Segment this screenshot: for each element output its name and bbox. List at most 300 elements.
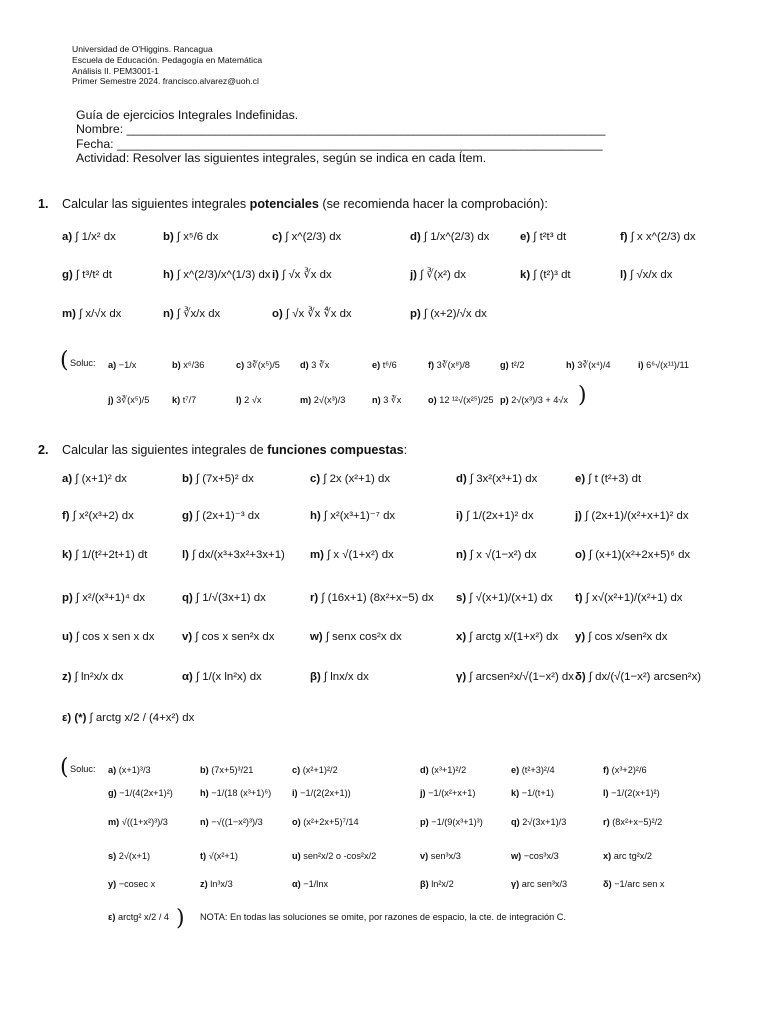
section-2-exercise-item (456, 672, 574, 683)
section-1-exercise-item (410, 309, 487, 320)
section-1-exercise-label: c) (272, 231, 283, 243)
section-2-solution-item (200, 789, 271, 798)
section-1-exercise-label: l) (620, 269, 627, 281)
section-2-solution-item (292, 766, 338, 775)
section-2-solution-item (511, 818, 566, 827)
section-1-solution-label: k) (172, 395, 181, 405)
section-1-solution-expression: −1/x (116, 360, 137, 370)
section-1-exercise-item (620, 270, 672, 281)
section-2-solution-label: c) (292, 765, 301, 775)
section-1-solution-item (172, 361, 204, 370)
section-2-solution-item (511, 766, 555, 775)
section-2-exercise-label: b) (182, 473, 193, 485)
section-2-exercise-label: α) (182, 671, 193, 683)
section-2-text-after: : (403, 443, 408, 457)
section-2-text-before: Calcular las siguientes integrales de (62, 443, 268, 457)
section-1-exercise-expression: ∫ ∛(x²) dx (416, 269, 466, 281)
section-2-solution-expression: 2√(x+1) (116, 851, 151, 861)
section-2-solution-item (420, 818, 483, 827)
solutions-open-paren-1: ( (60, 348, 69, 373)
section-2-exercise-item (575, 550, 690, 561)
section-2-solution-label: e) (511, 765, 520, 775)
section-1-exercise-expression: ∫ x^(2/3) dx (282, 231, 342, 243)
section-2-solution-expression: −1/(4(2x+1)²) (116, 788, 173, 798)
section-1-exercise-expression: ∫ (x+2)/√x dx (420, 308, 487, 320)
section-2-solution-expression: −√((1−x²)³)/3 (208, 817, 263, 827)
section-1-solution-item (500, 361, 525, 370)
section-2-solution-label: α) (292, 879, 301, 889)
solutions-close-paren-1: ) (578, 383, 587, 408)
section-1-exercise-label: k) (520, 269, 531, 281)
section-2-exercise-label: r) (310, 592, 319, 604)
section-2-exercise-item (310, 632, 402, 643)
section-1-solution-label: i) (638, 360, 644, 370)
section-2-exercise-expression: ∫ cos x/sen²x dx (585, 631, 668, 643)
section-2-exercise-label: l) (182, 549, 189, 561)
section-1-number: 1. (38, 197, 49, 211)
section-2-solution-label: w) (511, 851, 522, 861)
section-2-exercise-label: o) (575, 549, 586, 561)
section-2-exercise-item (182, 511, 260, 522)
section-2-solution-item (292, 818, 359, 827)
section-2-exercise-item (575, 474, 641, 485)
section-2-solution-item (511, 880, 567, 889)
section-2-solution-item (603, 852, 652, 861)
section-2-solution-expression: 2√(3x+1)/3 (519, 817, 567, 827)
section-1-exercise-expression: ∫ ∛x/x dx (173, 308, 221, 320)
section-2-solution-expression: (x+1)³/3 (116, 765, 151, 775)
section-1-solution-label: m) (300, 395, 312, 405)
section-2-exercise-item (62, 593, 145, 604)
section-2-exercise-label: a) (62, 473, 73, 485)
section-2-exercise-expression: ∫ (7x+5)² dx (192, 473, 254, 485)
section-2-solution-label: n) (200, 817, 209, 827)
section-1-solution-label: f) (428, 360, 435, 370)
section-2-solution-label: z) (200, 879, 208, 889)
section-2-solution-expression: −1/arc sen x (611, 879, 665, 889)
section-2-exercise-item (62, 474, 127, 485)
section-2-solution-label: a) (108, 765, 117, 775)
section-2-solution-label: k) (511, 788, 520, 798)
section-1-solution-item (236, 396, 261, 405)
section-2-exercise-expression: ∫ (x+1)² dx (72, 473, 127, 485)
header-line-course: Análisis II. PEM3001-1 (72, 65, 159, 76)
section-2-exercise-item (575, 511, 689, 522)
section-1-exercise-expression: ∫ 1/x² dx (72, 231, 116, 243)
section-2-exercise-label: q) (182, 592, 193, 604)
section-2-solution-expression: (8x²+x−5)²/2 (609, 817, 663, 827)
section-1-solution-item (500, 396, 568, 405)
section-2-solution-label: t) (200, 851, 207, 861)
section-2-solution-label: l) (603, 788, 609, 798)
section-1-exercise-label: i) (272, 269, 279, 281)
section-1-solution-item (566, 361, 611, 370)
section-1-bold: potenciales (249, 197, 319, 211)
section-1-exercise-expression: ∫ 1/x^(2/3) dx (420, 231, 490, 243)
section-1-solution-label: a) (108, 360, 117, 370)
section-2-exercise-label: w) (310, 631, 323, 643)
section-2-heading (38, 444, 407, 457)
section-2-solution-expression: −1/(x²+x+1) (425, 788, 476, 798)
section-1-exercise-item (410, 232, 489, 243)
section-2-solution-item (603, 789, 660, 798)
section-2-exercise-expression: ∫ arctg x/2 / (4+x²) dx (86, 712, 195, 724)
section-2-exercise-expression: ∫ √(x+1)/(x+1) dx (466, 592, 553, 604)
section-1-solution-expression: 3 ∛x (308, 360, 330, 370)
section-1-solution-expression: 12 ¹²√(x²⁵)/25 (436, 395, 494, 405)
section-2-solution-item (108, 789, 173, 798)
section-2-exercise-expression: ∫ x²(x³+1)⁻⁷ dx (320, 510, 396, 522)
solutions-close-paren-2: ) (176, 906, 185, 931)
section-2-exercise-expression: ∫ dx/(x³+3x²+3x+1) (188, 549, 285, 561)
section-2-solution-item (108, 913, 169, 922)
section-2-solution-expression: ln³x/3 (207, 879, 233, 889)
section-2-exercise-item (310, 550, 394, 561)
section-1-exercise-expression: ∫ t²t³ dt (530, 231, 567, 243)
section-2-exercise-expression: ∫ (2x+1)⁻³ dx (192, 510, 260, 522)
section-1-solution-expression: 3∛(x⁴)/4 (574, 360, 611, 370)
section-1-solution-label: c) (236, 360, 245, 370)
section-2-exercise-item (310, 474, 390, 485)
section-1-solution-label: l) (236, 395, 242, 405)
section-1-exercise-expression: ∫ √x ∛x ∜x dx (282, 308, 352, 320)
section-2-solution-expression: −1/(t+1) (519, 788, 554, 798)
section-2-solution-label: h) (200, 788, 209, 798)
section-2-exercise-item (456, 593, 553, 604)
section-2-exercise-item (456, 511, 534, 522)
section-2-number: 2. (38, 443, 49, 457)
section-1-exercise-label: o) (272, 308, 283, 320)
section-2-solution-expression: (x³+1)²/2 (428, 765, 467, 775)
section-2-exercise-expression: ∫ x²(x³+2) dx (69, 510, 134, 522)
section-2-solution-expression: arctg² x/2 / 4 (115, 912, 170, 922)
section-2-solution-label: q) (511, 817, 520, 827)
section-2-solution-item (292, 880, 328, 889)
section-2-exercise-expression: ∫ (16x+1) (8x²+x−5) dx (318, 592, 434, 604)
section-2-solution-label: β) (420, 879, 429, 889)
section-2-exercise-label: g) (182, 510, 193, 522)
section-2-solution-expression: ln²x/2 (428, 879, 454, 889)
section-2-exercise-item (182, 593, 266, 604)
section-1-exercise-expression: ∫ x⁵/6 dx (173, 231, 219, 243)
section-1-solution-item (300, 361, 329, 370)
section-2-solution-label: x) (603, 851, 612, 861)
section-2-solution-item (292, 852, 376, 861)
section-2-exercise-item (182, 474, 254, 485)
section-2-solution-label: v) (420, 851, 429, 861)
section-1-solution-expression: 2√(x³)/3 (311, 395, 346, 405)
section-2-exercise-expression: ∫ cos x sen²x dx (192, 631, 275, 643)
section-2-exercise-expression: ∫ x √(1−x²) dx (466, 549, 537, 561)
section-2-solution-expression: −1/(9(x³+1)³) (428, 817, 483, 827)
section-1-solution-label: b) (172, 360, 181, 370)
section-1-solution-expression: 3∛(x⁸)/8 (434, 360, 470, 370)
section-2-exercise-expression: ∫ lnx/x dx (320, 671, 369, 683)
section-2-solution-item (420, 766, 466, 775)
section-1-solution-expression: 3∛(x⁵)/5 (113, 395, 150, 405)
section-2-solution-label: y) (108, 879, 117, 889)
section-2-exercise-label: d) (456, 473, 467, 485)
section-1-exercise-item (62, 309, 121, 320)
section-2-exercise-label: h) (310, 510, 321, 522)
section-2-solution-expression: (t²+3)²/4 (519, 765, 555, 775)
section-2-exercise-label: f) (62, 510, 70, 522)
section-2-solution-expression: √((1+x²)³)/3 (119, 817, 168, 827)
section-1-solution-label: e) (372, 360, 381, 370)
section-1-exercise-label: m) (62, 308, 76, 320)
section-2-solution-expression: −cosec x (116, 879, 156, 889)
section-2-solution-expression: arc sen³x/3 (519, 879, 568, 889)
integration-constant-note: NOTA: En todas las soluciones se omite, por razones de espacio, la cte. de integración C. (200, 912, 566, 922)
section-2-exercise-expression: ∫ (x+1)(x²+2x+5)⁶ dx (585, 549, 691, 561)
section-2-solution-expression: arc tg²x/2 (611, 851, 653, 861)
section-2-exercise-expression: ∫ x √(1+x²) dx (323, 549, 394, 561)
section-1-text-after: (se recomienda hacer la comprobación): (318, 197, 548, 211)
section-2-exercise-label: v) (182, 631, 193, 643)
section-2-solution-item (603, 818, 662, 827)
section-2-exercise-expression: ∫ 1/(t²+2t+1) dt (72, 549, 148, 561)
section-1-exercise-expression: ∫ √x ∛x dx (278, 269, 332, 281)
section-2-exercise-label: n) (456, 549, 467, 561)
section-2-solution-expression: −1/(2(x+1)²) (608, 788, 660, 798)
name-field-line: Nombre: ______________________________________________________________________ (76, 122, 606, 136)
section-1-exercise-item (163, 270, 271, 281)
section-2-exercise-expression: ∫ 2x (x²+1) dx (320, 473, 391, 485)
section-2-exercise-expression: ∫ dx/(√(1−x²) arcsen²x) (585, 671, 702, 683)
section-1-solution-label: h) (566, 360, 575, 370)
section-1-solution-item (236, 361, 280, 370)
section-2-solution-expression: √(x²+1) (206, 851, 238, 861)
section-2-exercise-expression: ∫ 3x²(x³+1) dx (466, 473, 538, 485)
section-1-exercise-item (272, 309, 352, 320)
section-1-solution-expression: t²/2 (508, 360, 525, 370)
section-2-exercise-expression: ∫ 1/√(3x+1) dx (192, 592, 266, 604)
section-2-solution-label: j) (420, 788, 426, 798)
section-2-solution-item (420, 852, 461, 861)
section-1-exercise-expression: ∫ x^(2/3)/x^(1/3) dx (173, 269, 271, 281)
guide-title: Guía de ejercicios Integrales Indefinidas. (76, 108, 299, 122)
section-1-solution-label: g) (500, 360, 509, 370)
solutions-prefix-2: Soluc: (70, 764, 96, 774)
section-2-exercise-item (62, 550, 147, 561)
section-2-solution-item (108, 880, 155, 889)
section-2-exercise-expression: ∫ senx cos²x dx (322, 631, 402, 643)
section-2-solution-expression: −1/(18 (x³+1)⁶) (208, 788, 272, 798)
section-1-exercise-label: d) (410, 231, 421, 243)
section-2-exercise-expression: ∫ 1/(x ln²x) dx (192, 671, 262, 683)
section-2-solution-label: δ) (603, 879, 612, 889)
section-1-solution-label: n) (372, 395, 381, 405)
section-2-solution-expression: −cos³x/3 (521, 851, 559, 861)
section-1-exercise-label: n) (163, 308, 174, 320)
solutions-open-paren-2: ( (60, 755, 69, 780)
section-1-exercise-item (520, 232, 566, 243)
section-1-exercise-label: a) (62, 231, 73, 243)
section-2-solution-label: b) (200, 765, 209, 775)
section-2-exercise-item (575, 593, 682, 604)
section-2-exercise-label: k) (62, 549, 73, 561)
section-1-solution-label: o) (428, 395, 437, 405)
section-1-solution-item (172, 396, 196, 405)
section-1-exercise-label: e) (520, 231, 531, 243)
section-1-exercise-item (620, 232, 696, 243)
section-2-exercise-label: x) (456, 631, 467, 643)
section-1-exercise-label: j) (410, 269, 417, 281)
section-2-solution-item (603, 766, 647, 775)
section-1-exercise-expression: ∫ (t²)³ dt (530, 269, 571, 281)
activity-instructions: Actividad: Resolver las siguientes integrales, según se indica en cada Ítem. (76, 151, 487, 165)
section-2-solution-label: g) (108, 788, 117, 798)
section-1-solution-item (428, 396, 494, 405)
section-1-solution-label: d) (300, 360, 309, 370)
solutions-prefix-1: Soluc: (70, 358, 96, 368)
section-2-solution-label: r) (603, 817, 610, 827)
section-2-solution-label: o) (292, 817, 301, 827)
section-2-exercise-item (575, 632, 667, 643)
section-2-exercise-label: m) (310, 549, 324, 561)
section-2-exercise-expression: ∫ x√(x²+1)/(x²+1) dx (582, 592, 683, 604)
header-line-university: Universidad de O'Higgins. Rancagua (72, 44, 213, 54)
section-2-exercise-item (310, 672, 369, 683)
section-2-solution-item (292, 789, 351, 798)
section-2-solution-expression: sen³x/3 (428, 851, 461, 861)
section-2-exercise-label: i) (456, 510, 463, 522)
section-1-exercise-label: h) (163, 269, 174, 281)
section-1-solution-item (108, 361, 136, 370)
section-2-exercise-item (182, 632, 274, 643)
section-2-solution-item (108, 852, 150, 861)
section-2-exercise-label: δ) (575, 671, 586, 683)
section-2-exercise-label: s) (456, 592, 467, 604)
section-2-solution-expression: −1/(2(2x+1)) (297, 788, 351, 798)
section-1-solution-expression: x⁶/36 (180, 360, 205, 370)
section-1-solution-item (428, 361, 470, 370)
section-1-exercise-item (272, 232, 341, 243)
section-2-solution-item (108, 766, 151, 775)
section-2-exercise-item (456, 474, 537, 485)
section-2-solution-label: d) (420, 765, 429, 775)
section-2-exercise-item (575, 672, 701, 683)
section-2-solution-item (511, 852, 559, 861)
section-2-exercise-label: γ) (456, 671, 467, 683)
section-2-solution-label: ε) (108, 912, 116, 922)
section-1-exercise-item (62, 270, 112, 281)
section-2-exercise-label: β) (310, 671, 321, 683)
section-1-solution-expression: t⁶/6 (380, 360, 397, 370)
section-2-solution-item (603, 880, 665, 889)
section-2-solution-label: γ) (511, 879, 520, 889)
section-1-exercise-item (410, 270, 466, 281)
section-2-exercise-label: u) (62, 631, 73, 643)
section-2-exercise-expression: ∫ cos x sen x dx (72, 631, 155, 643)
section-2-exercise-item (456, 550, 537, 561)
section-2-solution-item (200, 818, 263, 827)
section-2-exercise-label: t) (575, 592, 583, 604)
section-2-exercise-expression: ∫ 1/(2x+1)² dx (462, 510, 534, 522)
section-2-exercise-item (456, 632, 558, 643)
section-2-solution-expression: (7x+5)³/21 (208, 765, 254, 775)
section-2-exercise-expression: ∫ arctg x/(1+x²) dx (466, 631, 559, 643)
section-1-solution-item (300, 396, 345, 405)
section-1-text-before: Calcular las siguientes integrales (62, 197, 250, 211)
section-1-solution-item (372, 361, 397, 370)
section-2-exercise-label: y) (575, 631, 586, 643)
section-1-solution-label: p) (500, 395, 509, 405)
section-2-solution-label: i) (292, 788, 298, 798)
section-2-solution-expression: (x²+2x+5)⁷/14 (300, 817, 359, 827)
section-2-exercise-item (62, 632, 154, 643)
section-1-heading (38, 198, 548, 211)
section-2-exercise-item (62, 672, 123, 683)
section-2-solution-expression: (x²+1)²/2 (300, 765, 338, 775)
section-1-solution-expression: 2 √x (241, 395, 262, 405)
section-2-solution-label: s) (108, 851, 117, 861)
section-2-solution-expression: sen²x/2 o -cos²x/2 (300, 851, 377, 861)
section-1-exercise-item (163, 309, 220, 320)
section-2-exercise-item (182, 550, 285, 561)
section-2-solution-item (511, 789, 554, 798)
section-1-solution-expression: 3∛(x⁵)/5 (244, 360, 280, 370)
section-2-exercise-label: c) (310, 473, 321, 485)
section-2-solution-label: m) (108, 817, 120, 827)
section-2-exercise-expression: ∫ ln²x/x dx (71, 671, 124, 683)
section-2-exercise-item (62, 713, 194, 724)
section-2-exercise-expression: ∫ arcsen²x/√(1−x²) dx (466, 671, 574, 683)
header-line-school: Escuela de Educación. Pedagogía en Matemática (72, 54, 263, 65)
section-1-exercise-expression: ∫ t³/t² dt (72, 269, 112, 281)
section-2-exercise-label: ε) (*) (62, 712, 87, 724)
section-1-exercise-expression: ∫ x/√x dx (75, 308, 122, 320)
section-1-exercise-expression: ∫ x x^(2/3) dx (627, 231, 696, 243)
section-1-solution-label: j) (108, 395, 114, 405)
section-1-exercise-item (163, 232, 218, 243)
section-2-exercise-item (310, 593, 434, 604)
section-2-exercise-item (182, 672, 262, 683)
section-1-exercise-item (62, 232, 116, 243)
section-1-solution-expression: t⁷/7 (180, 395, 197, 405)
section-2-exercise-item (310, 511, 395, 522)
section-2-solution-item (420, 789, 475, 798)
section-1-exercise-item (520, 270, 571, 281)
section-1-exercise-label: p) (410, 308, 421, 320)
section-2-exercise-label: j) (575, 510, 582, 522)
section-2-solution-label: f) (603, 765, 610, 775)
section-2-exercise-expression: ∫ (2x+1)/(x²+x+1)² dx (581, 510, 689, 522)
section-1-solution-item (372, 396, 401, 405)
section-1-solution-expression: 2√(x³)/3 + 4√x (508, 395, 569, 405)
section-2-exercise-label: p) (62, 592, 73, 604)
section-2-exercise-expression: ∫ x²/(x³+1)⁴ dx (72, 592, 146, 604)
section-1-exercise-label: f) (620, 231, 628, 243)
section-2-exercise-expression: ∫ t (t²+3) dt (585, 473, 642, 485)
institution-header (72, 44, 262, 87)
section-2-solution-expression: −1/lnx (300, 879, 329, 889)
section-2-solution-item (200, 880, 233, 889)
section-1-solution-expression: 6⁶√(x¹¹)/11 (643, 360, 690, 370)
section-2-solution-item (108, 818, 168, 827)
section-1-solution-item (108, 396, 149, 405)
section-2-solution-item (420, 880, 454, 889)
date-field-line: Fecha: _______________________________________________________________________ (76, 137, 603, 151)
section-1-solution-expression: 3 ∛x (380, 395, 402, 405)
section-1-solution-item (638, 361, 689, 370)
section-2-bold: funciones compuestas (267, 443, 404, 457)
section-1-exercise-expression: ∫ √x/x dx (626, 269, 673, 281)
section-1-exercise-label: b) (163, 231, 174, 243)
section-2-solution-label: p) (420, 817, 429, 827)
section-2-solution-label: u) (292, 851, 301, 861)
section-2-exercise-label: e) (575, 473, 586, 485)
